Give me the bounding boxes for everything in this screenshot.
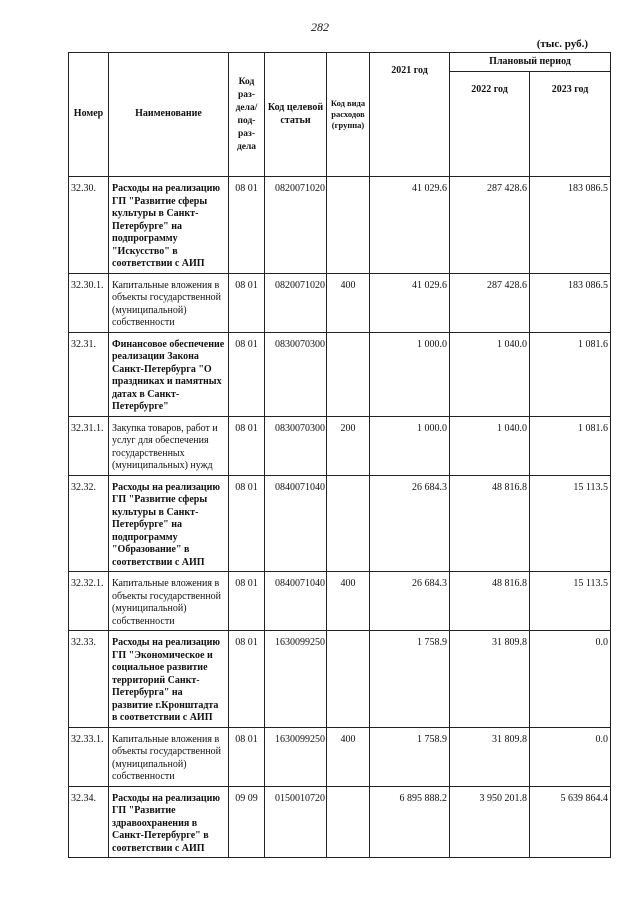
row-value-2021: 41 029.6 xyxy=(370,177,450,274)
table-row xyxy=(69,572,611,631)
row-razdel: 08 01 xyxy=(229,416,265,475)
row-value-2022: 48 816.8 xyxy=(450,475,530,572)
row-number: 32.31. xyxy=(69,332,109,416)
row-value-2023: 1 081.6 xyxy=(530,332,611,416)
header-name: Наименование xyxy=(109,53,229,177)
row-razdel: 08 01 xyxy=(229,572,265,631)
row-value-2022: 48 816.8 xyxy=(450,572,530,631)
row-vid-code xyxy=(327,177,370,274)
row-vid-code: 400 xyxy=(327,273,370,332)
row-value-2023: 15 113.5 xyxy=(530,475,611,572)
row-vid-code xyxy=(327,332,370,416)
row-number: 32.32. xyxy=(69,475,109,572)
row-target-code: 1630099250 xyxy=(265,631,327,728)
row-value-2022: 287 428.6 xyxy=(450,273,530,332)
row-value-2022: 3 950 201.8 xyxy=(450,786,530,858)
row-name: Расходы на реализацию ГП "Развитие сферы культуры в Санкт-Петербурге" на подпрограмму "Искусство" в соответствии с АИП xyxy=(109,177,229,274)
table-row xyxy=(69,416,611,475)
table-row xyxy=(69,475,611,572)
row-name: Капитальные вложения в объекты государственной (муниципальной) собственности xyxy=(109,273,229,332)
row-value-2021: 6 895 888.2 xyxy=(370,786,450,858)
row-target-code: 1630099250 xyxy=(265,727,327,786)
row-razdel: 08 01 xyxy=(229,475,265,572)
row-target-code: 0840071040 xyxy=(265,475,327,572)
row-target-code: 0840071040 xyxy=(265,572,327,631)
row-target-code: 0820071020 xyxy=(265,177,327,274)
row-value-2021: 26 684.3 xyxy=(370,572,450,631)
row-name: Закупка товаров, работ и услуг для обеспечения государственных (муниципальных) нужд xyxy=(109,416,229,475)
table-row xyxy=(69,727,611,786)
row-value-2023: 1 081.6 xyxy=(530,416,611,475)
row-value-2022: 1 040.0 xyxy=(450,332,530,416)
header-2022: 2022 год xyxy=(450,72,530,177)
row-value-2022: 287 428.6 xyxy=(450,177,530,274)
row-value-2021: 1 758.9 xyxy=(370,631,450,728)
row-razdel: 08 01 xyxy=(229,273,265,332)
row-name: Капитальные вложения в объекты государственной (муниципальной) собственности xyxy=(109,727,229,786)
row-vid-code xyxy=(327,631,370,728)
page-number: 282 xyxy=(311,20,329,34)
row-name: Расходы на реализацию ГП "Развитие здравоохранения в Санкт-Петербурге" в соответствии с АИП xyxy=(109,786,229,858)
row-value-2021: 26 684.3 xyxy=(370,475,450,572)
row-value-2021: 41 029.6 xyxy=(370,273,450,332)
row-number: 32.31.1. xyxy=(69,416,109,475)
row-target-code: 0150010720 xyxy=(265,786,327,858)
row-razdel: 08 01 xyxy=(229,727,265,786)
row-name: Расходы на реализацию ГП "Развитие сферы культуры в Санкт-Петербурге" на подпрограмму "Образование" в соответствии с АИП xyxy=(109,475,229,572)
row-vid-code: 400 xyxy=(327,572,370,631)
header-vid: Код вида расходов (группа) xyxy=(327,53,370,177)
header-number: Номер xyxy=(69,53,109,177)
row-value-2023: 0.0 xyxy=(530,727,611,786)
table-row xyxy=(69,332,611,416)
row-value-2023: 183 086.5 xyxy=(530,177,611,274)
row-number: 32.33.1. xyxy=(69,727,109,786)
header-target: Код целевой статьи xyxy=(265,53,327,177)
row-target-code: 0830070300 xyxy=(265,332,327,416)
row-razdel: 08 01 xyxy=(229,332,265,416)
row-name: Капитальные вложения в объекты государственной (муниципальной) собственности xyxy=(109,572,229,631)
row-vid-code xyxy=(327,786,370,858)
row-value-2021: 1 000.0 xyxy=(370,416,450,475)
row-razdel: 08 01 xyxy=(229,631,265,728)
row-razdel: 09 09 xyxy=(229,786,265,858)
row-number: 32.32.1. xyxy=(69,572,109,631)
table-row xyxy=(69,631,611,728)
header-planned: Плановый период xyxy=(450,53,611,72)
row-number: 32.33. xyxy=(69,631,109,728)
header-2023: 2023 год xyxy=(530,72,611,177)
row-value-2022: 1 040.0 xyxy=(450,416,530,475)
row-value-2021: 1 000.0 xyxy=(370,332,450,416)
table-row xyxy=(69,786,611,858)
row-value-2022: 31 809.8 xyxy=(450,727,530,786)
table-row xyxy=(69,177,611,274)
table-body xyxy=(69,177,611,858)
row-razdel: 08 01 xyxy=(229,177,265,274)
row-name: Расходы на реализацию ГП "Экономическое и социальное развитие территорий Санкт-Петербурга" на развитие г.Кронштадта в соответствии с АИП xyxy=(109,631,229,728)
row-value-2023: 15 113.5 xyxy=(530,572,611,631)
row-value-2023: 183 086.5 xyxy=(530,273,611,332)
row-name: Финансовое обеспечение реализации Закона Санкт-Петербурга "О праздниках и памятных датах в Санкт-Петербурге" xyxy=(109,332,229,416)
table-row xyxy=(69,273,611,332)
row-value-2022: 31 809.8 xyxy=(450,631,530,728)
row-value-2023: 0.0 xyxy=(530,631,611,728)
row-target-code: 0830070300 xyxy=(265,416,327,475)
row-vid-code: 200 xyxy=(327,416,370,475)
header-razdel: Код раз- дела/ под- раз- дела xyxy=(229,53,265,177)
row-value-2021: 1 758.9 xyxy=(370,727,450,786)
header-2021: 2021 год xyxy=(370,53,450,177)
row-vid-code: 400 xyxy=(327,727,370,786)
row-value-2023: 5 639 864.4 xyxy=(530,786,611,858)
row-number: 32.30. xyxy=(69,177,109,274)
units-label: (тыс. руб.) xyxy=(536,38,588,50)
row-number: 32.34. xyxy=(69,786,109,858)
budget-table xyxy=(68,52,611,858)
row-target-code: 0820071020 xyxy=(265,273,327,332)
row-number: 32.30.1. xyxy=(69,273,109,332)
row-vid-code xyxy=(327,475,370,572)
